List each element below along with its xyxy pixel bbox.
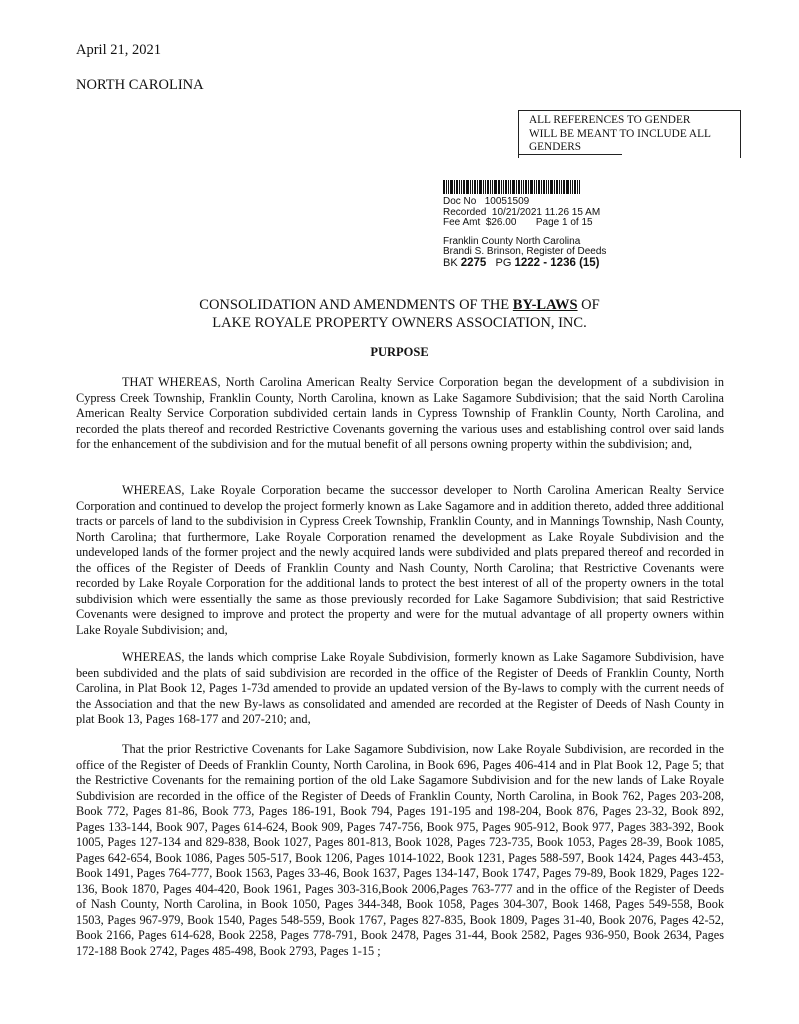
county-name: Franklin County North Carolina	[443, 235, 581, 247]
paragraph-text: WHEREAS, the lands which comprise Lake Royale Subdivision, formerly known as Lake Sagamore Subdivision, have been subdivided and the plats of said subdivision are recorded in the office of the Register of Deeds of Franklin County, North Carolina, in Plat Book 12, Pages 1-73d amended to provide an updated version of the By-laws to comply with the current needs of the Association and that the new By-laws as consolidated and amended are recorded at the Register of Deeds of Nash County in plat Book 13, Pages 168-177 and 207-210; and,	[76, 650, 724, 726]
paragraph-text: WHEREAS, Lake Royale Corporation became the successor developer to North Carolina American Realty Service Corporation and continued to develop the project formerly known as Lake Sagamore and in addition thereto, added three additional tracts or parcels of land to the subdivision in Cypress Creek Township, Franklin County, and in Mannings Township, Nash County, North Carolina; that furthermore, Lake Royale Corporation renamed the development as Lake Royale Subdivision and the undeveloped lands of the former project and the newly acquired lands were subdivided and plats prepared thereof and recorded in the offices of the Register of Deeds of Franklin County and Nash County, North Carolina; that Restrictive Covenants were recorded by Lake Royale Corporation for the additional lands to protect the best interest of all of the property owners in the total subdivision which were essentially the same as those previously recorded for Lake Sagamore Subdivision; that said Restrictive Covenants were designed to improve and protect the property and were for the mutual advantage of all property owners within Lake Royale Subdivision; and,	[76, 483, 724, 637]
title-suffix: OF	[577, 297, 600, 313]
title-bylaws: BY-LAWS	[512, 297, 578, 313]
document-date: April 21, 2021	[76, 42, 161, 58]
fee-label: Fee Amt	[443, 217, 481, 228]
title-line-1	[0, 296, 799, 314]
doc-number: 10051509	[484, 196, 530, 207]
fee-amount: $26.00	[485, 217, 517, 228]
page-label: PG	[495, 256, 512, 269]
document-state: NORTH CAROLINA	[76, 77, 204, 93]
document-title	[0, 296, 799, 332]
paragraph-text: THAT WHEREAS, North Carolina American Realty Service Corporation began the development of a subdivision in Cypress Creek Township, Franklin County, North Carolina, known as Lake Sagamore Subdivision; that the said North Carolina American Realty Service Corporation subdivided certain lands in Cypress Township of Franklin County, North Carolina, and recorded the plats thereof and recorded Restrictive Covenants governing the various uses and establishing control over said lands for the enhancement of the subdivision and for the mutual benefit of all persons owning property within the subdivision; and,	[76, 375, 724, 451]
doc-number-label: Doc No	[443, 196, 477, 207]
purpose-heading: PURPOSE	[370, 345, 429, 359]
paragraph-2	[76, 483, 724, 638]
recorded-label: Recorded	[443, 206, 487, 218]
register-of-deeds: Brandi S. Brinson, Register of Deeds	[443, 246, 607, 257]
paragraph-text: That the prior Restrictive Covenants for Lake Sagamore Subdivision, now Lake Royale Subdivision, are recorded in the office of the Register of Deeds of Franklin County, North Carolina, in Book 696, Pages 406-414 and in Plat Book 12, Page 5; that the Restrictive Covenants for the remaining portion of the old Lake Sagamore Subdivision and for the new lands of Lake Royale Subdivision are recorded in the office of the Register of Deeds of Franklin County, North Carolina, in Book 762, Pages 203-208, Book 772, Pages 81-86, Book 773, Pages 186-191, Book 794, Pages 191-195 and 198-204, Book 876, Pages 23-32, Book 892, Pages 133-144, Book 907, Pages 614-624, Book 909, Pages 747-756, Book 975, Pages 905-912, Book 977, Pages 383-392, Book 1005, Pages 127-134 and 829-838, Book 1027, Pages 801-813, Book 1028, Pages 723-735, Book 1053, Pages 28-39, Book 1085, Pages 642-654, Book 1086, Pages 505-517, Book 1206, Pages 1014-1022, Book 1231, Pages 588-597, Book 1424, Pages 443-453, Book 1491, Pages 764-777, Book 1563, Pages 33-46, Book 1637, Pages 134-147, Book 1747, Pages 79-89, Book 1829, Pages 122-136, Book 1870, Pages 404-420, Book 1961, Pages 303-316,Book 2006,Pages 763-777 and in the office of the Register of Deeds of Nash County, North Carolina, in Book 1050, Pages 344-348, Book 1058, Pages 304-307, Book 1468, Pages 549-558, Book 1503, Pages 967-979, Book 1540, Pages 548-559, Book 1767, Pages 827-835, Book 1809, Pages 31-40, Book 2076, Pages 42-52, Book 2166, Pages 614-628, Book 2258, Pages 778-791, Book 2478, Pages 31-44, Book 2582, Pages 936-950, Book 2634, Pages 172-188 Book 2742, Pages 485-498, Book 2793, Pages 1-15 ;	[76, 742, 724, 958]
paragraph-3	[76, 650, 724, 728]
gender-notice-line: ALL REFERENCES TO GENDER	[529, 114, 691, 126]
page-range: 1222 - 1236 (15)	[514, 256, 600, 269]
book-label: BK	[443, 256, 458, 269]
recorded-timestamp: 10/21/2021 11.26 15 AM	[491, 206, 601, 218]
paragraph-4	[76, 742, 724, 959]
book-page-row	[443, 258, 643, 269]
title-prefix: CONSOLIDATION AND AMENDMENTS OF THE	[199, 297, 513, 313]
book-number: 2275	[460, 256, 487, 269]
barcode-icon	[443, 180, 643, 194]
gender-notice-underline	[518, 154, 622, 155]
paragraph-1	[76, 375, 724, 453]
gender-notice-line: GENDERS	[529, 141, 582, 153]
title-line-2: LAKE ROYALE PROPERTY OWNERS ASSOCIATION, INC.	[212, 315, 587, 331]
fee-row	[443, 218, 643, 229]
gender-notice-line: WILL BE MEANT TO INCLUDE ALL	[529, 127, 711, 140]
gender-notice-box	[518, 110, 741, 158]
recording-stamp	[443, 180, 643, 268]
page-count: Page 1 of 15	[535, 217, 593, 228]
